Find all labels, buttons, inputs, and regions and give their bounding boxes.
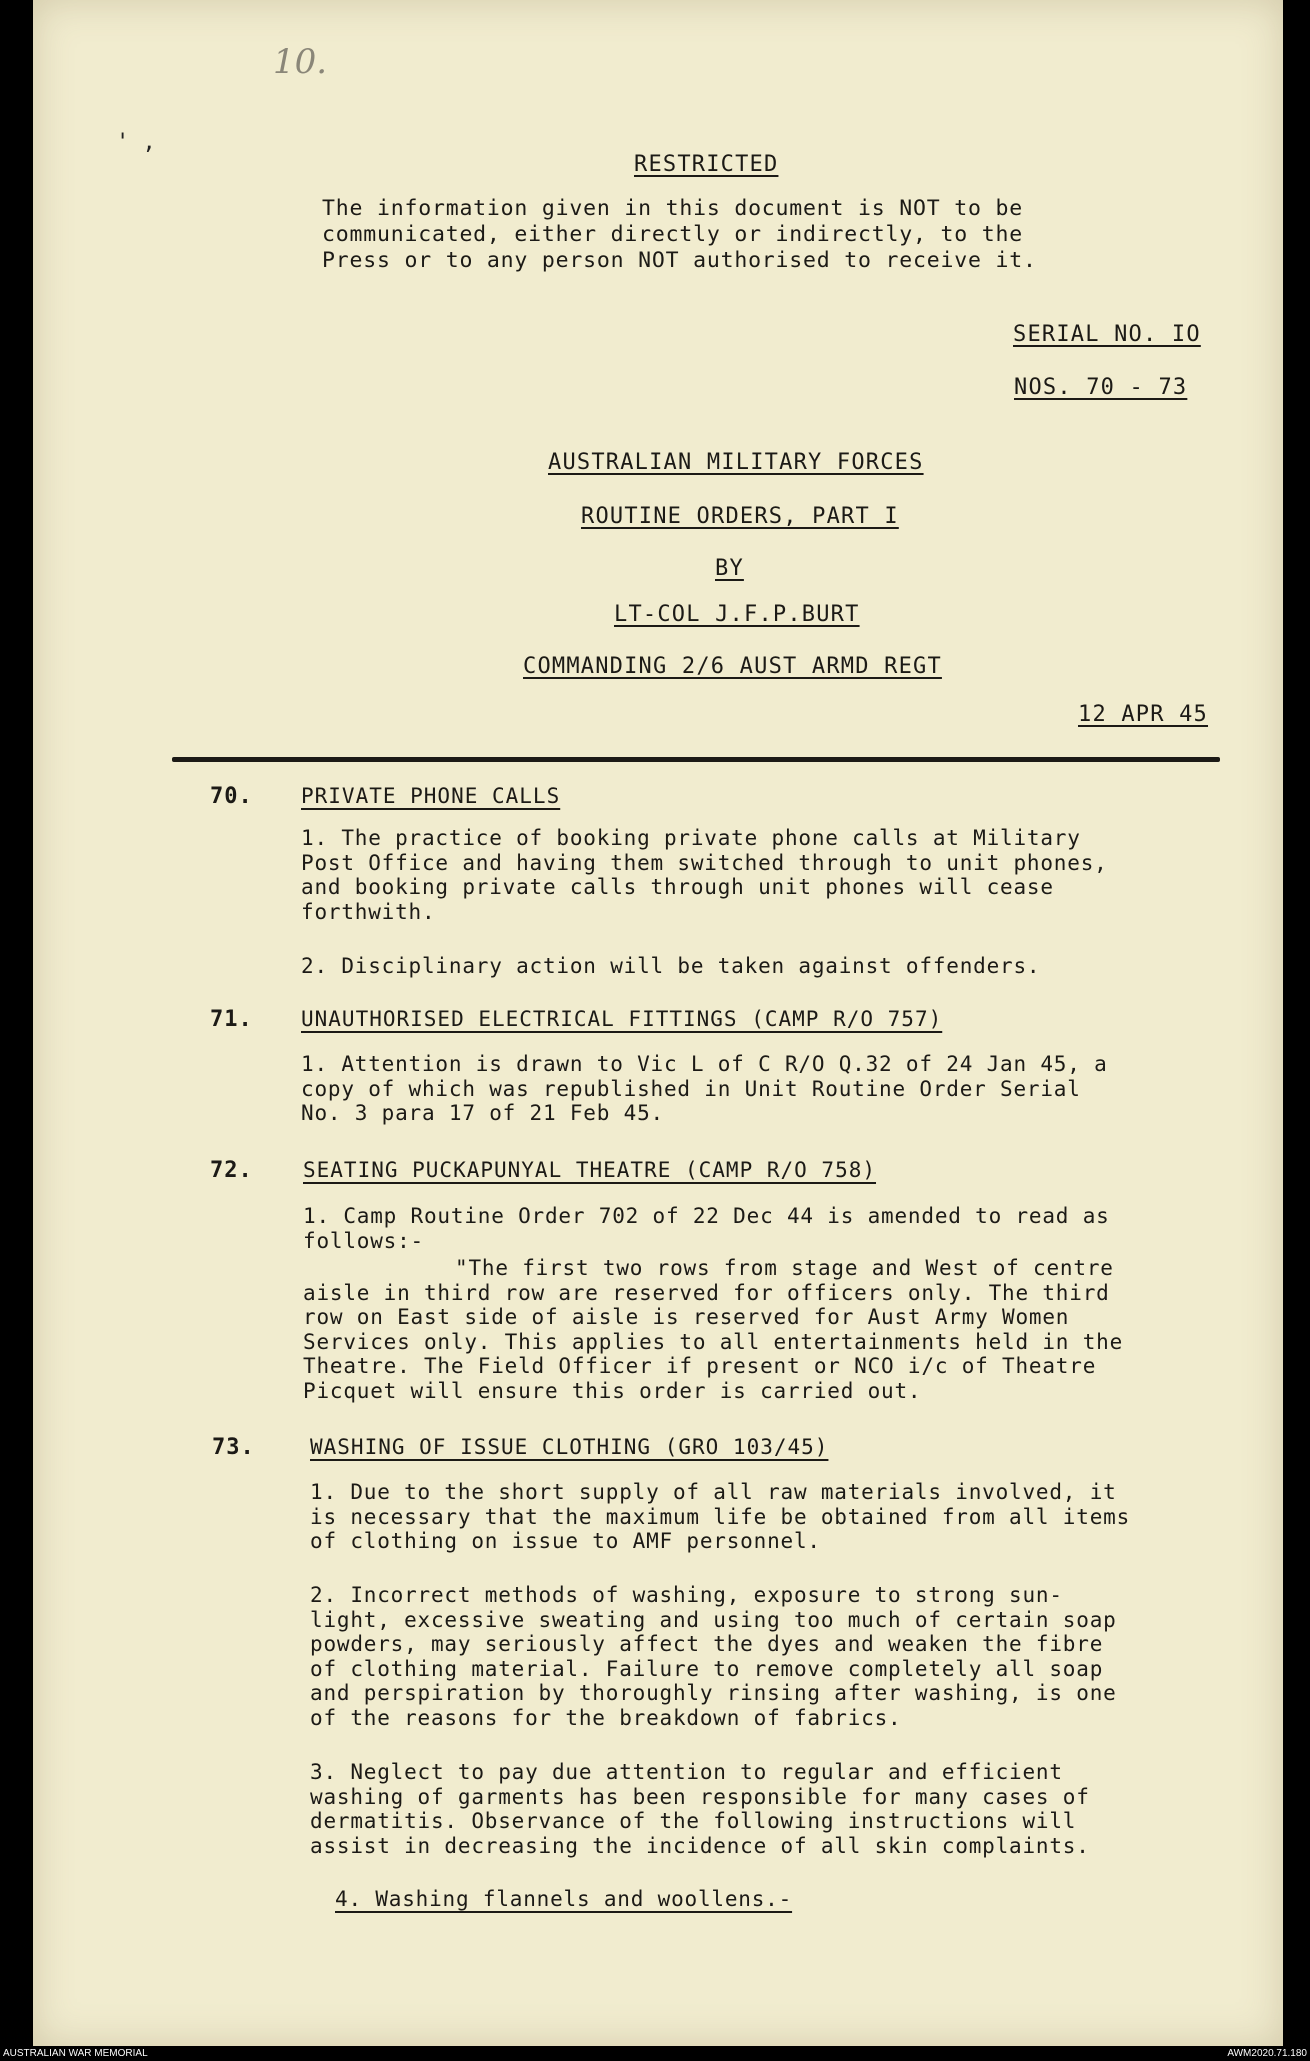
section-number-72: 72. xyxy=(210,1158,253,1183)
section-number-73: 73. xyxy=(212,1435,255,1460)
section-72-para-1: 1. Camp Routine Order 702 of 22 Dec 44 is amended to read as follows:- xyxy=(303,1204,1110,1253)
section-heading-72: SEATING PUCKAPUNYAL THEATRE (CAMP R/O 758) xyxy=(303,1158,877,1182)
title-unit: COMMANDING 2/6 AUST ARMD REGT xyxy=(523,654,942,679)
header-rule xyxy=(172,757,1220,762)
title-routine-orders: ROUTINE ORDERS, PART I xyxy=(581,504,899,529)
serial-number: SERIAL NO. IO xyxy=(1013,322,1201,347)
title-by: BY xyxy=(715,556,744,581)
section-heading-73: WASHING OF ISSUE CLOTHING (GRO 103/45) xyxy=(310,1435,829,1459)
section-73-para-4: 4. Washing flannels and woollens.- xyxy=(335,1887,793,1911)
title-commander: LT-COL J.F.P.BURT xyxy=(614,602,860,627)
pencil-annotation: 10. xyxy=(273,42,328,82)
section-72-quote: "The first two rows from stage and West of centre aisle in third row are reserved for officers only. The third row on East side of aisle is reserved for Aust Army Women Services only. This applies to all entertainments held in the Theatre. The Field Officer if present or NCO i/c of Theatre Picquet will ensure this order is carried out. xyxy=(303,1256,1124,1403)
section-73-para-3: 3. Neglect to pay due attention to regular and efficient washing of garments has been responsible for many cases of dermatitis. Observance of the following instructions will assist in decreasing the incidence of all skin complaints. xyxy=(310,1760,1090,1858)
section-heading-70: PRIVATE PHONE CALLS xyxy=(301,784,561,808)
section-number-71: 71. xyxy=(210,1007,253,1032)
order-date: 12 APR 45 xyxy=(1078,702,1209,727)
footer-institution: AUSTRALIAN WAR MEMORIAL xyxy=(3,2048,148,2059)
footer-accession-number: AWM2020.71.180 xyxy=(1227,2048,1307,2059)
section-73-para-2: 2. Incorrect methods of washing, exposure to strong sun- light, excessive sweating and using too much of certain soap powders, may seriously affect the dyes and weaken the fibre of clothing material. Failure to remove completely all soap and perspiration by thoroughly rinsing after washing, is one of the reasons for the breakdown of fabrics. xyxy=(310,1583,1117,1730)
title-forces: AUSTRALIAN MILITARY FORCES xyxy=(548,450,924,475)
section-71-para-1: 1. Attention is drawn to Vic L of C R/O Q.32 of 24 Jan 45, a copy of which was republished in Unit Routine Order Serial No. 3 para 17 of 21 Feb 45. xyxy=(301,1052,1108,1125)
section-73-para-1: 1. Due to the short supply of all raw materials involved, it is necessary that the maximum life be obtained from all items of clothing on issue to AMF personnel. xyxy=(310,1480,1131,1553)
section-70-para-2: 2. Disciplinary action will be taken against offenders. xyxy=(301,954,1041,978)
section-70-para-1: 1. The practice of booking private phone calls at Military Post Office and having them switched through to unit phones, and booking private calls through unit phones will cease forthwith. xyxy=(301,826,1108,924)
security-warning: The information given in this document is NOT to be communicated, either directly or indirectly, to the Press or to any person NOT authorised to receive it. xyxy=(322,196,1037,273)
archive-footer xyxy=(0,2046,1310,2061)
order-numbers: NOS. 70 - 73 xyxy=(1014,375,1188,400)
restricted-heading: RESTRICTED xyxy=(634,152,779,177)
section-heading-71: UNAUTHORISED ELECTRICAL FITTINGS (CAMP R/O 757) xyxy=(301,1007,943,1031)
handwritten-marks: ' , xyxy=(116,130,156,155)
section-number-70: 70. xyxy=(210,784,253,809)
